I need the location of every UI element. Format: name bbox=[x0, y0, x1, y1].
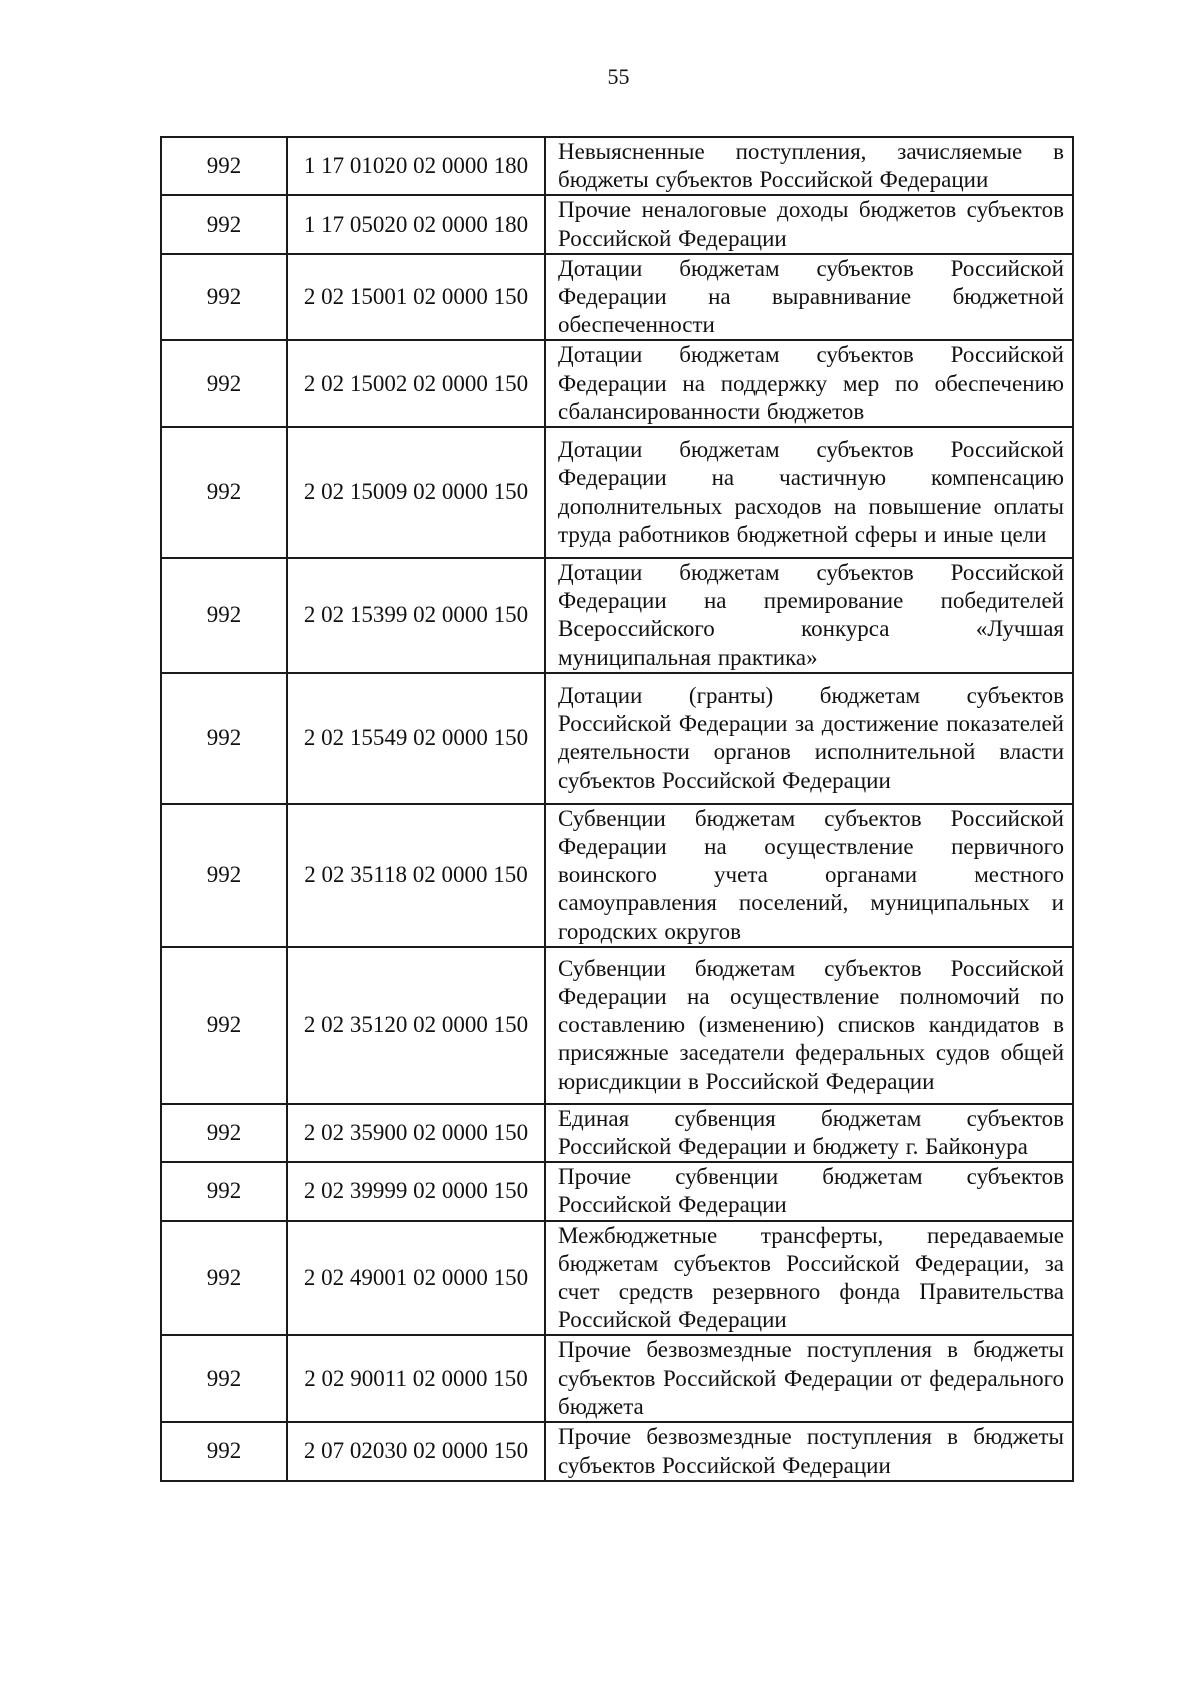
revenue-description-cell: Субвенции бюджетам субъектов Российской Федерации на осуществление полномочий по составлению (изменению) списков кандидатов в присяжные заседатели федеральных судов общей юрисдикции в Российской Федерации bbox=[545, 947, 1073, 1104]
admin-code-cell: 992 bbox=[161, 947, 287, 1104]
revenue-description-cell: Дотации бюджетам субъектов Российской Федерации на поддержку мер по обеспечению сбалансированности бюджетов bbox=[545, 340, 1073, 427]
revenue-description-cell: Дотации (гранты) бюджетам субъектов Российской Федерации за достижение показателей деятельности органов исполнительной власти субъектов Российской Федерации bbox=[545, 673, 1073, 804]
revenue-description-cell: Субвенции бюджетам субъектов Российской Федерации на осуществление первичного воинского учета органами местного самоуправления поселений, муниципальных и городских округов bbox=[545, 804, 1073, 947]
revenue-description-cell: Невыясненные поступления, зачисляемые в бюджеты субъектов Российской Федерации bbox=[545, 137, 1073, 195]
table-row bbox=[161, 558, 1073, 673]
table-row bbox=[161, 1221, 1073, 1336]
revenue-code-cell: 1 17 05020 02 0000 180 bbox=[287, 195, 545, 253]
revenue-code-cell: 2 02 15009 02 0000 150 bbox=[287, 427, 545, 558]
admin-code-cell: 992 bbox=[161, 137, 287, 195]
table-row bbox=[161, 673, 1073, 804]
admin-code-cell: 992 bbox=[161, 1221, 287, 1336]
table-row bbox=[161, 340, 1073, 427]
revenue-description-cell: Дотации бюджетам субъектов Российской Федерации на выравнивание бюджетной обеспеченности bbox=[545, 254, 1073, 341]
admin-code-cell: 992 bbox=[161, 1162, 287, 1220]
revenue-code-cell: 2 02 35120 02 0000 150 bbox=[287, 947, 545, 1104]
admin-code-cell: 992 bbox=[161, 340, 287, 427]
revenue-description-cell: Дотации бюджетам субъектов Российской Федерации на частичную компенсацию дополнительных расходов на повышение оплаты труда работников бюджетной сферы и иные цели bbox=[545, 427, 1073, 558]
revenue-code-cell: 2 02 15002 02 0000 150 bbox=[287, 340, 545, 427]
admin-code-cell: 992 bbox=[161, 195, 287, 253]
revenue-description-cell: Межбюджетные трансферты, передаваемые бюджетам субъектов Российской Федерации, за счет средств резервного фонда Правительства Российской Федерации bbox=[545, 1221, 1073, 1336]
admin-code-cell: 992 bbox=[161, 804, 287, 947]
revenue-description-cell: Прочие неналоговые доходы бюджетов субъектов Российской Федерации bbox=[545, 195, 1073, 253]
revenue-code-cell: 2 02 39999 02 0000 150 bbox=[287, 1162, 545, 1220]
admin-code-cell: 992 bbox=[161, 1104, 287, 1162]
admin-code-cell: 992 bbox=[161, 427, 287, 558]
revenue-code-cell: 2 02 15399 02 0000 150 bbox=[287, 558, 545, 673]
table-row bbox=[161, 1162, 1073, 1220]
revenue-code-cell: 2 07 02030 02 0000 150 bbox=[287, 1422, 545, 1481]
revenue-code-cell: 2 02 35900 02 0000 150 bbox=[287, 1104, 545, 1162]
revenue-description-cell: Дотации бюджетам субъектов Российской Федерации на премирование победителей Всероссийского конкурса «Лучшая муниципальная практика» bbox=[545, 558, 1073, 673]
revenue-code-cell: 2 02 90011 02 0000 150 bbox=[287, 1335, 545, 1422]
revenue-description-cell: Прочие безвозмездные поступления в бюджеты субъектов Российской Федерации от федерального бюджета bbox=[545, 1335, 1073, 1422]
revenue-description-cell: Единая субвенция бюджетам субъектов Российской Федерации и бюджету г. Байконура bbox=[545, 1104, 1073, 1162]
table-row bbox=[161, 1422, 1073, 1481]
admin-code-cell: 992 bbox=[161, 673, 287, 804]
table-row bbox=[161, 254, 1073, 341]
table-row bbox=[161, 1335, 1073, 1422]
revenue-code-cell: 1 17 01020 02 0000 180 bbox=[287, 137, 545, 195]
revenue-description-cell: Прочие безвозмездные поступления в бюджеты субъектов Российской Федерации bbox=[545, 1422, 1073, 1481]
table-row bbox=[161, 947, 1073, 1104]
admin-code-cell: 992 bbox=[161, 1335, 287, 1422]
budget-revenue-table bbox=[160, 136, 1074, 1482]
revenue-code-cell: 2 02 15549 02 0000 150 bbox=[287, 673, 545, 804]
table-row bbox=[161, 427, 1073, 558]
revenue-code-cell: 2 02 49001 02 0000 150 bbox=[287, 1221, 545, 1336]
admin-code-cell: 992 bbox=[161, 1422, 287, 1481]
table-row bbox=[161, 1104, 1073, 1162]
revenue-code-cell: 2 02 15001 02 0000 150 bbox=[287, 254, 545, 341]
table-row bbox=[161, 137, 1073, 195]
page-number: 55 bbox=[607, 64, 630, 89]
admin-code-cell: 992 bbox=[161, 254, 287, 341]
table-row bbox=[161, 804, 1073, 947]
table-body bbox=[161, 137, 1073, 1481]
admin-code-cell: 992 bbox=[161, 558, 287, 673]
table-row bbox=[161, 195, 1073, 253]
revenue-description-cell: Прочие субвенции бюджетам субъектов Российской Федерации bbox=[545, 1162, 1073, 1220]
revenue-code-cell: 2 02 35118 02 0000 150 bbox=[287, 804, 545, 947]
